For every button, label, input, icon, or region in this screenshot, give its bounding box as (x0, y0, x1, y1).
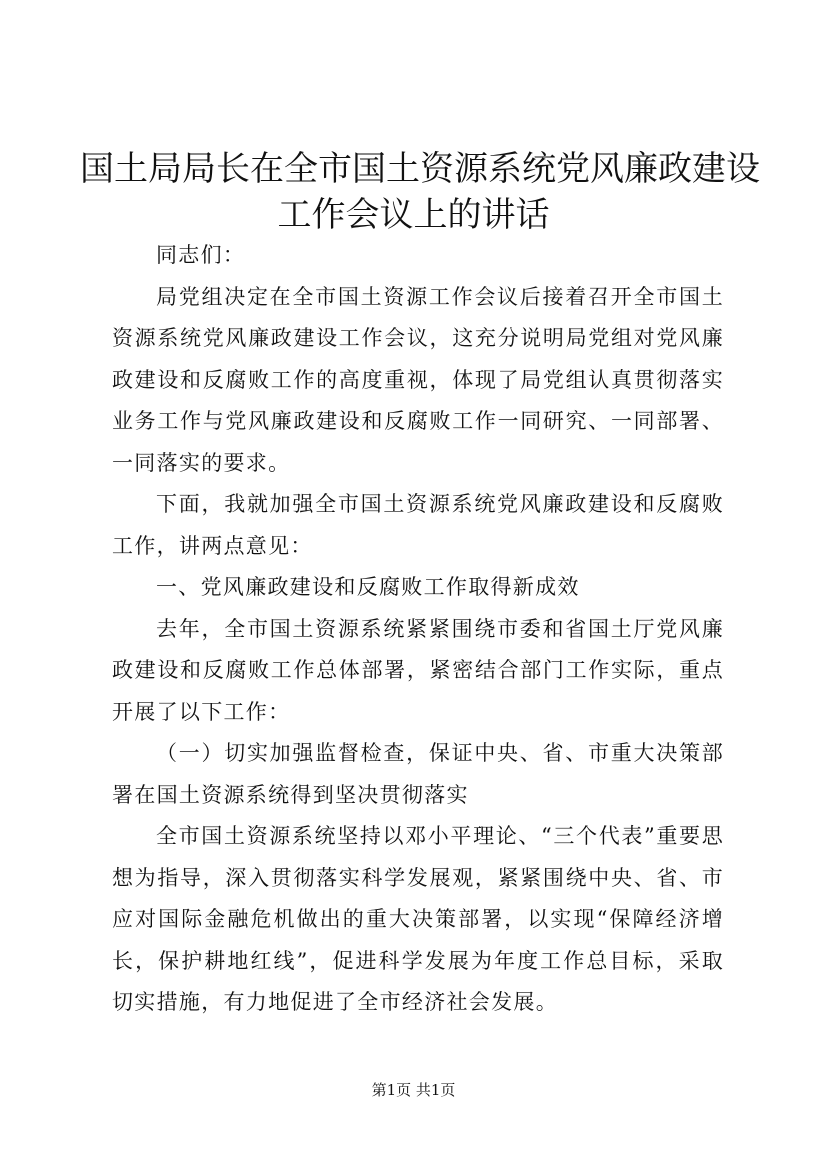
document-body (112, 235, 724, 1024)
paragraph-intro: 局党组决定在全市国土资源工作会议后接着召开全市国土资源系统党风廉政建设工作会议，这充分说明局党组对党风廉政建设和反腐败工作的高度重视，体现了局党组认真贯彻落实业务工作与党风廉政建设和反腐败工作一同研究、一同部署、一同落实的要求。 (112, 284, 724, 475)
paragraph-development: 全市国土资源系统坚持以邓小平理论、“三个代表”重要思想为指导，深入贯彻落实科学发展观，紧紧围绕中央、省、市应对国际金融危机做出的重大决策部署，以实现“保障经济增长，保护耕地红线”，促进科学发展为年度工作总目标，采取切实措施，有力地促进了全市经济社会发展。 (112, 824, 724, 1014)
document-title-line-1: 国土局局长在全市国土资源系统党风廉政建设 (80, 149, 760, 189)
paragraph-last-year: 去年，全市国土资源系统紧紧围绕市委和省国土厅党风廉政建设和反腐败工作总体部署，紧密结合部门工作实际，重点开展了以下工作： (112, 616, 724, 724)
document-title-line-2: 工作会议上的讲话 (277, 195, 550, 235)
salutation: 同志们： (156, 243, 246, 267)
section-heading-1: 一、党风廉政建设和反腐败工作取得新成效 (156, 575, 580, 599)
subsection-heading-1: （一）切实加强监督检查，保证中央、省、市重大决策部署在国土资源系统得到坚决贯彻落实 (112, 741, 724, 807)
paragraph-outline: 下面，我就加强全市国土资源系统党风廉政建设和反腐败工作，讲两点意见： (112, 492, 724, 558)
page-footer: 第1页 共1页 (371, 1081, 456, 1099)
